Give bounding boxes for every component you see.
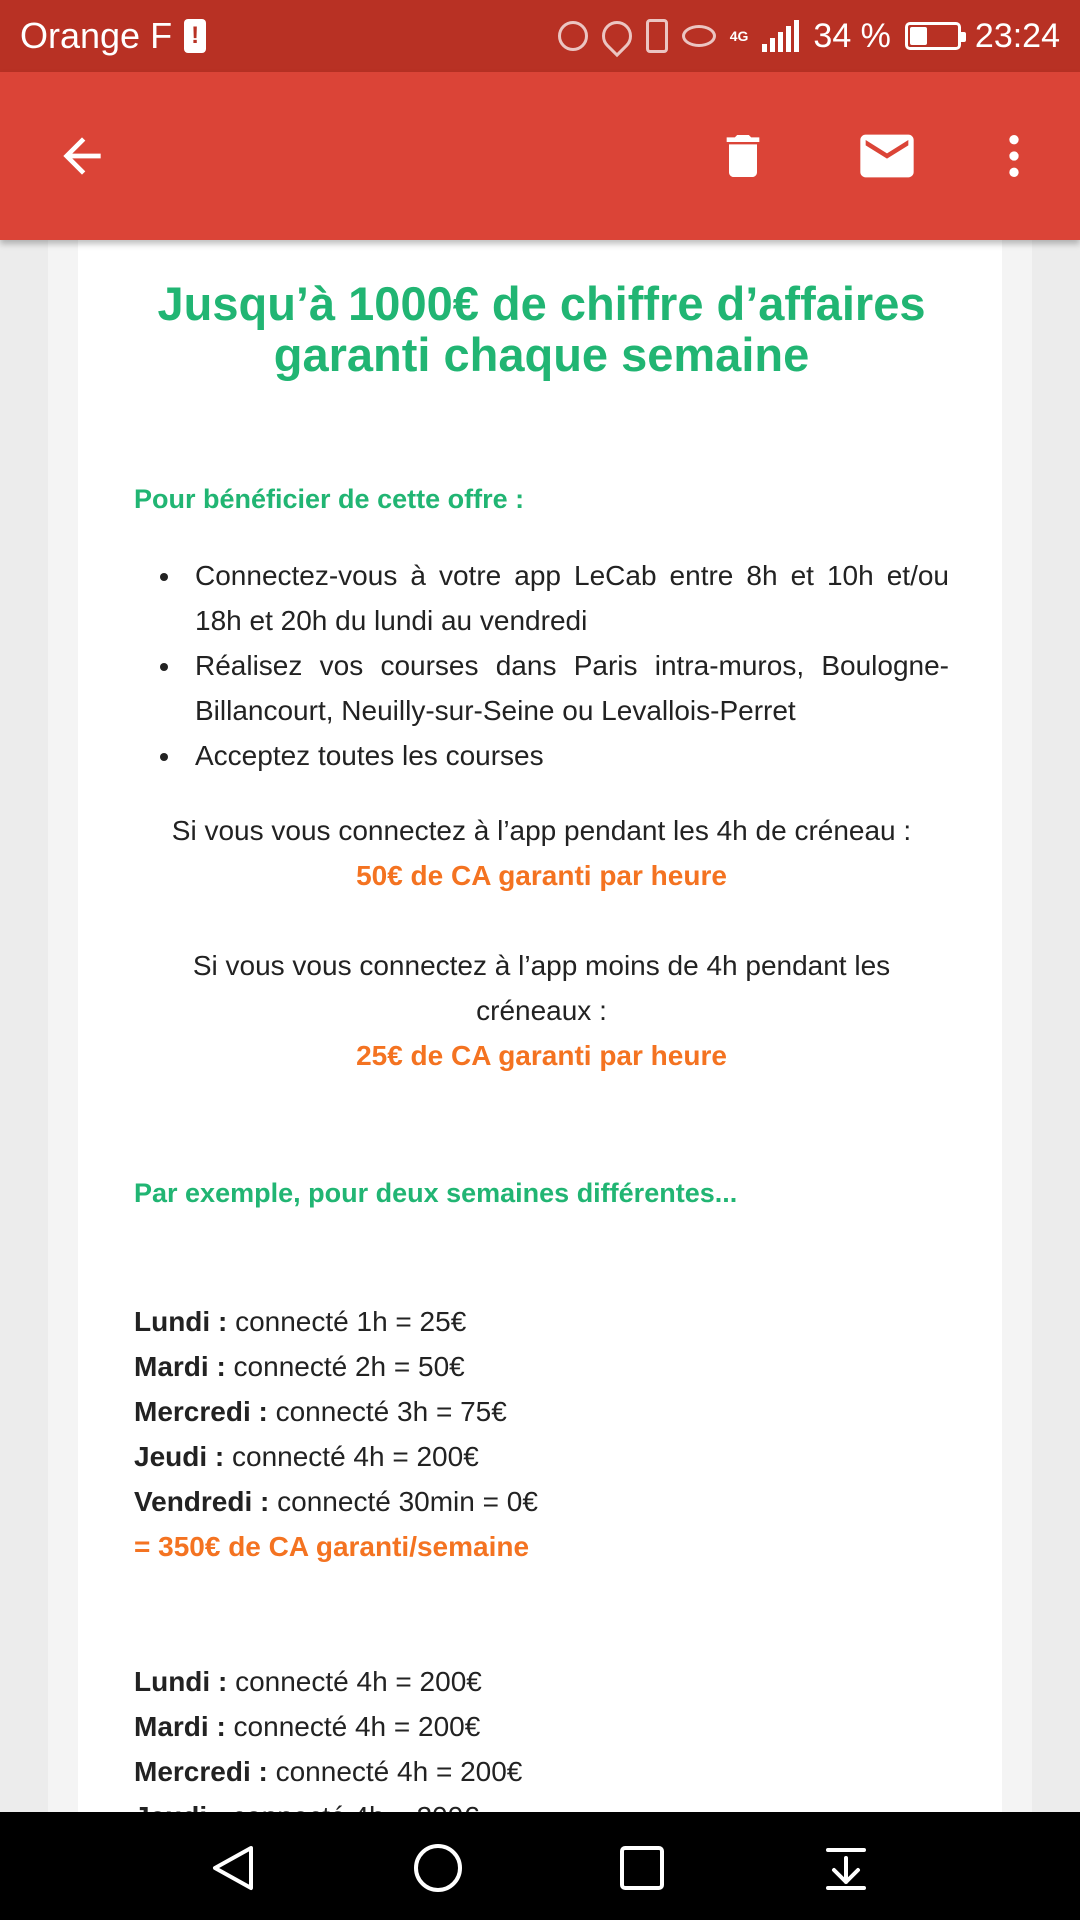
day-label: Vendredi : <box>134 1486 270 1517</box>
hotspot-icon <box>558 21 588 51</box>
day-row <box>134 1749 949 1794</box>
more-options-button[interactable] <box>970 112 1058 200</box>
location-icon <box>596 15 638 57</box>
day-detail: connecté 4h = 200€ <box>267 1756 523 1787</box>
clock: 23:24 <box>974 16 1060 55</box>
system-nav-bar <box>0 1812 1080 1920</box>
list-item: Réalisez vos courses dans Paris intra-muros, Boulogne-Billancourt, Neuilly-sur-Seine ou Levallois-Perret <box>134 643 949 733</box>
nav-recents-button[interactable] <box>612 1838 672 1898</box>
offer-partial-rate: 25€ de CA garanti par heure <box>356 1040 727 1071</box>
day-row <box>134 1659 949 1704</box>
day-row <box>134 1479 949 1524</box>
offer-full <box>134 808 949 898</box>
day-label: Jeudi : <box>134 1441 225 1472</box>
day-detail: connecté 4h = 200€ <box>227 1666 482 1697</box>
network-type: 4G <box>729 28 749 44</box>
triangle-back-icon <box>207 1842 259 1894</box>
email-content <box>134 278 949 1839</box>
email-headline: Jusqu’à 1000€ de chiffre d’affaires garanti chaque semaine <box>157 277 926 381</box>
battery-alert-icon: ! <box>184 19 206 53</box>
nav-back-button[interactable] <box>203 1838 263 1898</box>
status-icons <box>558 17 1060 56</box>
day-detail: connecté 4h = 200€ <box>225 1711 481 1742</box>
example-title: Par exemple, pour deux semaines différentes... <box>134 1178 738 1208</box>
day-label: Mardi : <box>134 1351 226 1382</box>
status-bar <box>0 0 1080 72</box>
more-vert-icon <box>986 128 1042 184</box>
back-button[interactable] <box>38 112 126 200</box>
page-edge-right <box>1002 240 1032 1812</box>
delete-button[interactable] <box>699 112 787 200</box>
day-detail: connecté 4h = 200€ <box>224 1441 479 1472</box>
list-item: Acceptez toutes les courses <box>134 733 949 778</box>
example-week-1 <box>134 1299 949 1569</box>
day-row <box>134 1704 949 1749</box>
offer-partial-text: Si vous vous connectez à l’app moins de 4h pendant les créneaux : <box>192 950 891 1026</box>
page-edge-left <box>48 240 78 1812</box>
day-label: Lundi : <box>134 1306 228 1337</box>
carrier-label: Orange F <box>20 15 173 56</box>
list-item: Connectez-vous à votre app LeCab entre 8h et 10h et/ou 18h et 20h du lundi au vendredi <box>134 553 949 643</box>
signal-icon <box>762 20 799 52</box>
day-row <box>134 1344 949 1389</box>
day-row <box>134 1299 949 1344</box>
square-recents-icon <box>616 1842 668 1894</box>
mail-icon <box>855 124 919 188</box>
nav-notifications-button[interactable] <box>816 1838 876 1898</box>
nav-home-button[interactable] <box>408 1838 468 1898</box>
day-detail: connecté 30min = 0€ <box>269 1486 538 1517</box>
email-body[interactable] <box>78 240 1002 1812</box>
offer-full-text: Si vous vous connectez à l’app pendant les 4h de créneau : <box>171 815 912 846</box>
day-label: Mercredi : <box>134 1396 268 1427</box>
offer-full-rate: 50€ de CA garanti par heure <box>356 860 727 891</box>
week-total: = 350€ de CA garanti/semaine <box>134 1531 530 1562</box>
email-toolbar <box>0 72 1080 240</box>
day-label: Lundi : <box>134 1666 228 1697</box>
eye-comfort-icon <box>682 25 716 47</box>
day-label: Mercredi : <box>134 1756 268 1787</box>
battery-icon <box>905 22 961 50</box>
day-row <box>134 1389 949 1434</box>
battery-level <box>910 27 927 45</box>
day-row <box>134 1434 949 1479</box>
day-detail: connecté 2h = 50€ <box>225 1351 465 1382</box>
pull-down-icon <box>820 1842 872 1894</box>
back-arrow-icon <box>54 128 110 184</box>
vibrate-icon <box>646 19 668 53</box>
circle-home-icon <box>412 1842 464 1894</box>
carrier <box>20 15 206 57</box>
conditions-list <box>134 553 949 778</box>
mark-unread-button[interactable] <box>843 112 931 200</box>
day-detail: connecté 3h = 75€ <box>267 1396 507 1427</box>
battery-percent: 34 % <box>813 16 891 55</box>
day-detail: connecté 1h = 25€ <box>227 1306 467 1337</box>
day-label: Mardi : <box>134 1711 226 1742</box>
offer-partial <box>134 943 949 1078</box>
conditions-title: Pour bénéficier de cette offre : <box>134 484 525 514</box>
trash-icon <box>715 128 771 184</box>
